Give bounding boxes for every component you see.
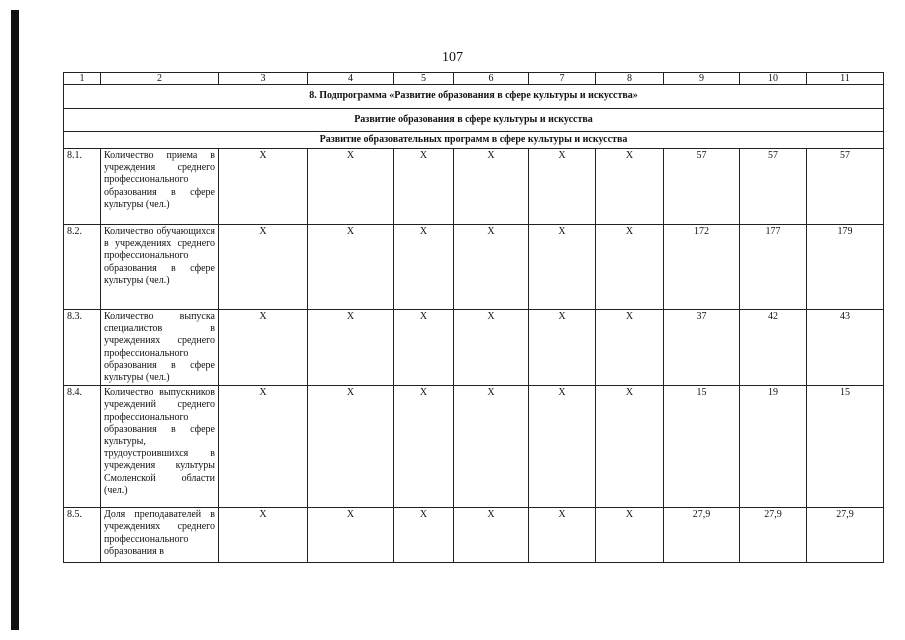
page-number: 107 (442, 50, 463, 65)
table-row (64, 149, 884, 225)
subsection-heading: Развитие образовательных программ в сфере культуры и искусства (64, 132, 884, 149)
x-mark: X (219, 508, 308, 563)
table-row (64, 225, 884, 310)
x-mark: X (308, 225, 394, 310)
x-mark: X (454, 508, 529, 563)
value-cell: 19 (740, 386, 807, 508)
x-mark: X (596, 310, 664, 386)
x-mark: X (596, 386, 664, 508)
column-header: 10 (740, 73, 807, 85)
value-cell: 57 (664, 149, 740, 225)
indicator-name: Доля преподавателей в учреждениях среднего профессионального образования в (101, 508, 219, 563)
column-header: 1 (64, 73, 101, 85)
x-mark: X (596, 508, 664, 563)
x-mark: X (454, 225, 529, 310)
row-number: 8.4. (64, 386, 101, 508)
x-mark: X (529, 386, 596, 508)
x-mark: X (308, 508, 394, 563)
column-header: 8 (596, 73, 664, 85)
indicators-table (63, 72, 884, 563)
x-mark: X (219, 225, 308, 310)
value-cell: 27,9 (664, 508, 740, 563)
x-mark: X (219, 386, 308, 508)
x-mark: X (596, 225, 664, 310)
table-row (64, 310, 884, 386)
value-cell: 37 (664, 310, 740, 386)
row-number: 8.2. (64, 225, 101, 310)
row-number: 8.5. (64, 508, 101, 563)
value-cell: 57 (807, 149, 884, 225)
column-header: 3 (219, 73, 308, 85)
x-mark: X (308, 149, 394, 225)
x-mark: X (308, 310, 394, 386)
x-mark: X (529, 310, 596, 386)
value-cell: 15 (664, 386, 740, 508)
column-header: 6 (454, 73, 529, 85)
value-cell: 43 (807, 310, 884, 386)
column-header: 2 (101, 73, 219, 85)
value-cell: 172 (664, 225, 740, 310)
indicator-name: Количество приема в учреждения среднего профессионального образования в сфере культуры (чел.) (101, 149, 219, 225)
value-cell: 15 (807, 386, 884, 508)
x-mark: X (394, 310, 454, 386)
value-cell: 57 (740, 149, 807, 225)
x-mark: X (529, 225, 596, 310)
x-mark: X (529, 508, 596, 563)
table-row (64, 508, 884, 563)
column-number-row (64, 73, 884, 85)
indicator-name: Количество обучающихся в учреждениях среднего профессионального образования в сфере культуры (чел.) (101, 225, 219, 310)
x-mark: X (394, 386, 454, 508)
value-cell: 27,9 (740, 508, 807, 563)
x-mark: X (219, 310, 308, 386)
column-header: 7 (529, 73, 596, 85)
x-mark: X (454, 149, 529, 225)
column-header: 11 (807, 73, 884, 85)
x-mark: X (394, 225, 454, 310)
value-cell: 42 (740, 310, 807, 386)
x-mark: X (529, 149, 596, 225)
column-header: 5 (394, 73, 454, 85)
row-number: 8.1. (64, 149, 101, 225)
x-mark: X (596, 149, 664, 225)
indicator-name: Количество выпуска специалистов в учреждениях среднего профессионального образования в сфере культуры (чел.) (101, 310, 219, 386)
x-mark: X (394, 508, 454, 563)
value-cell: 27,9 (807, 508, 884, 563)
x-mark: X (219, 149, 308, 225)
subprogram-heading: 8. Подпрограмма «Развитие образования в сфере культуры и искусства» (64, 85, 884, 109)
x-mark: X (454, 386, 529, 508)
value-cell: 179 (807, 225, 884, 310)
row-number: 8.3. (64, 310, 101, 386)
x-mark: X (454, 310, 529, 386)
x-mark: X (394, 149, 454, 225)
indicator-name: Количество выпускников учреждений среднего профессионального образования в сфере культуры, трудоустроившихся в учреждения культуры Смоленской области (чел.) (101, 386, 219, 508)
column-header: 9 (664, 73, 740, 85)
section-heading: Развитие образования в сфере культуры и искусства (64, 109, 884, 132)
x-mark: X (308, 386, 394, 508)
column-header: 4 (308, 73, 394, 85)
scan-edge-bar (11, 10, 19, 630)
value-cell: 177 (740, 225, 807, 310)
table-row (64, 386, 884, 508)
